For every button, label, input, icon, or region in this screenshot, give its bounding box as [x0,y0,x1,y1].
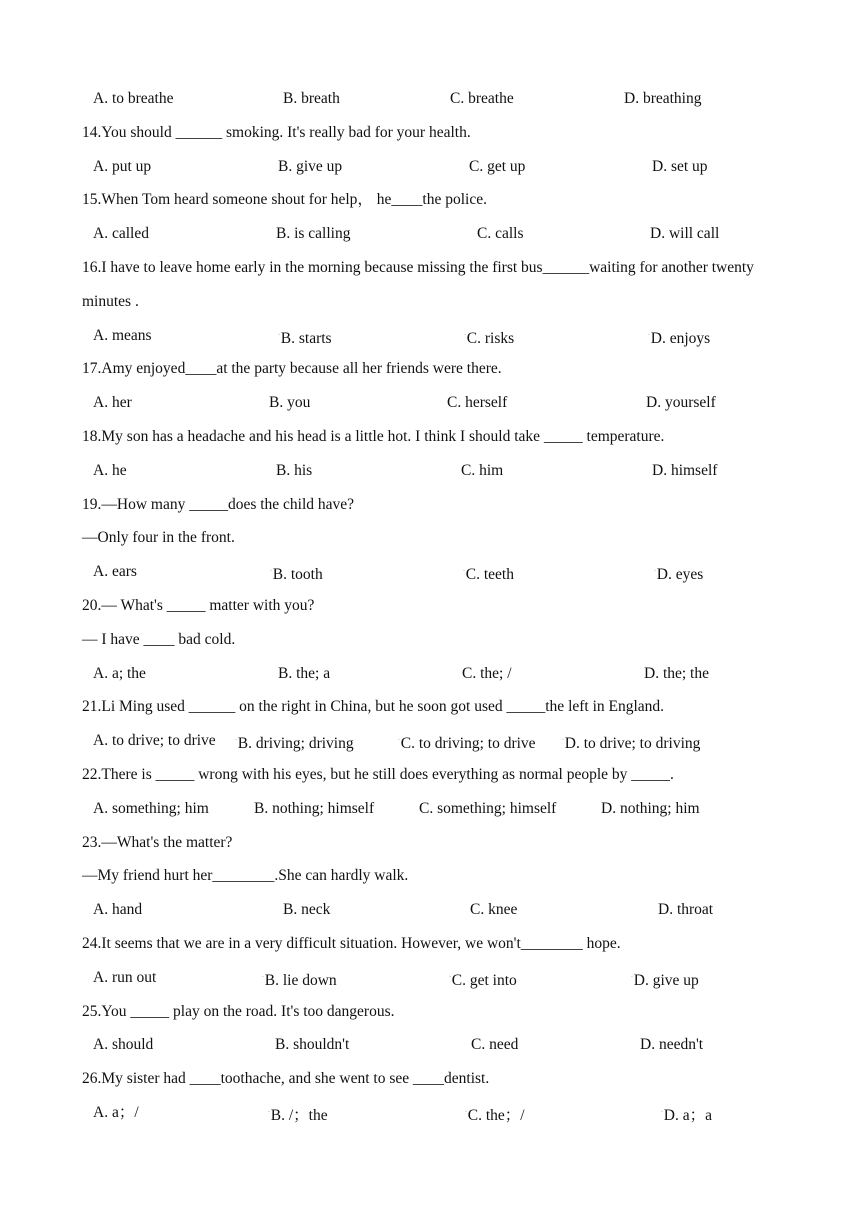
stray-mark-icon: ◦ [262,974,264,980]
option-c [465,1101,525,1128]
option-text: B. driving; driving [237,735,354,753]
option-b [278,155,342,179]
option-text: B. you [269,394,311,412]
option-a [93,155,151,179]
option-text: D. nothing; him [601,799,700,817]
question-line: 14.You should ______ smoking. It's really bad for your health. [82,123,471,141]
option-c [470,898,517,922]
option-c [464,324,514,351]
option-b [269,391,310,415]
option-a [93,729,216,753]
option-text: D. throat [658,901,714,919]
option-d [601,797,700,821]
option-a [93,966,156,990]
question-line: 15.When Tom heard someone shout for help， he____the police. [82,191,487,209]
stray-mark-icon: ◦ [661,1110,663,1115]
option-text: A. hand [93,901,143,919]
option-a [93,459,127,483]
option-a [93,1101,139,1125]
option-d [644,662,709,686]
option-b [270,560,323,587]
question-line: 20.— What's _____ matter with you? [82,597,315,614]
option-text: D. will call [650,225,720,243]
option-text: B. lie down [264,971,337,989]
option-text: B. starts [280,329,332,347]
option-a [93,87,173,111]
option-text: B. give up [278,157,343,175]
option-text: A. ears [93,563,137,581]
options-row [0,459,860,483]
options-row [0,87,860,111]
option-b [278,662,330,686]
option-a [93,898,142,922]
options-row [0,662,860,686]
option-c [477,222,524,246]
option-text: D. give up [633,971,699,989]
option-text: D. eyes [656,566,704,584]
stray-mark-icon: ◦ [463,569,465,575]
options-row [0,560,860,584]
stray-mark-icon: ◦ [270,569,272,575]
option-a [93,222,149,246]
options-row [0,898,860,922]
option-text: C. teeth [465,566,514,584]
option-text: D. the; the [644,664,709,682]
option-b [283,87,340,111]
option-b [278,324,332,351]
option-d [646,391,716,415]
question-line: —Only four in the front. [82,529,235,547]
option-text: B. shouldn't [275,1036,350,1054]
option-text: C. get up [469,157,526,175]
option-text: C. get into [451,971,517,989]
option-b [276,222,350,246]
option-text: C. him [461,461,504,479]
option-text: A. to drive; to drive [93,732,216,750]
question-line: 25.You _____ play on the road. It's too dangerous. [82,1002,395,1020]
option-text: B. /；the [270,1107,328,1124]
option-text: B. is calling [276,225,351,243]
option-text: D. yourself [646,394,716,412]
option-c [447,391,507,415]
option-text: A. to breathe [93,90,174,107]
option-text: D. needn't [640,1036,704,1054]
stray-mark-icon: ◦ [631,974,633,980]
options-row [0,797,860,821]
option-text: A. put up [93,157,152,175]
option-c [398,729,536,756]
options-row [0,324,860,348]
stray-mark-icon: ◦ [648,332,650,338]
option-a [93,662,146,686]
options-row [0,1033,860,1057]
option-text: B. his [276,461,313,479]
option-text: C. risks [466,329,515,347]
question-line: 16.I have to leave home early in the morning because missing the first bus______waiting for another twenty [82,259,754,276]
option-c [471,1033,518,1057]
option-text: B. nothing; himself [254,799,375,817]
option-text: D. enjoys [650,329,711,347]
option-text: B. neck [283,901,331,919]
options-row [0,966,860,990]
option-text: D. himself [652,461,718,479]
option-text: C. the; / [462,664,512,682]
option-c [462,662,512,686]
stray-mark-icon: ◦ [562,738,564,744]
option-d [652,459,717,483]
options-row [0,1101,860,1125]
option-b [235,729,354,756]
option-d [640,1033,703,1057]
option-b [276,459,312,483]
question-line: 19.—How many _____does the child have? [82,495,355,513]
option-text: C. need [471,1036,519,1054]
option-a [93,560,137,584]
option-a [93,324,152,348]
option-c [463,560,514,587]
option-text: A. a; the [93,664,146,682]
option-b [275,1033,349,1057]
option-text: D. set up [652,157,708,175]
option-text: D. a；a [663,1107,712,1124]
option-d [631,966,699,993]
question-line: minutes . [82,292,139,310]
options-row [0,729,860,753]
option-text: B. breath [283,90,340,107]
option-c [449,966,517,993]
options-row [0,155,860,179]
option-b [283,898,330,922]
option-a [93,1033,153,1057]
option-text: D. to drive; to driving [564,735,701,753]
question-line: 26.My sister had ____toothache, and she went to see ____dentist. [82,1070,490,1088]
option-d [652,155,708,179]
option-a [93,797,209,821]
question-line: 17.Amy enjoyed____at the party because all her friends were there. [82,360,502,378]
option-c [469,155,525,179]
option-text: C. the；/ [467,1107,525,1124]
option-text: C. to driving; to drive [400,735,536,753]
option-b [254,797,374,821]
option-d [562,729,700,756]
option-text: A. something; him [93,799,209,817]
option-a [93,391,132,415]
option-text: A. called [93,225,149,243]
option-text: A. a；/ [93,1104,139,1121]
option-text: C. breathe [450,90,514,107]
option-c [450,87,514,111]
option-b [262,966,337,993]
option-d [654,560,703,587]
option-d [661,1101,712,1128]
question-line: 18.My son has a headache and his head is a little hot. I think I should take _____ temperature. [82,428,665,445]
question-line: — I have ____ bad cold. [82,630,236,648]
option-text: A. should [93,1036,154,1054]
stray-mark-icon: ◦ [465,1110,467,1115]
option-b [268,1101,328,1128]
option-c [419,797,556,821]
option-text: C. something; himself [419,799,557,817]
question-line: —My friend hurt her________.She can hardly walk. [82,867,409,885]
stray-mark-icon: ◦ [268,1110,270,1115]
option-text: A. run out [93,968,157,986]
option-d [658,898,713,922]
stray-mark-icon: ◦ [449,974,451,980]
option-text: D. breathing [624,90,702,107]
option-text: A. her [93,394,132,412]
question-line: 21.Li Ming used ______ on the right in China, but he soon got used _____the left in England. [82,698,665,716]
option-text: A. means [93,326,152,344]
option-text: B. tooth [272,566,323,584]
option-text: A. he [93,461,127,479]
option-d [650,222,719,246]
question-line: 23.—What's the matter? [82,833,233,851]
option-text: C. knee [470,901,518,919]
option-text: C. calls [477,225,524,243]
option-text: B. the; a [278,664,331,682]
options-row [0,222,860,246]
option-text: C. herself [447,394,508,412]
stray-mark-icon: ◦ [398,738,400,744]
option-d [648,324,710,351]
stray-mark-icon: ◦ [654,569,656,575]
options-row [0,391,860,415]
question-line: 24.It seems that we are in a very difficult situation. However, we won't________ hope. [82,935,621,952]
stray-mark-icon: ◦ [235,738,237,744]
stray-mark-icon: ◦ [278,332,280,338]
question-line: 22.There is _____ wrong with his eyes, but he still does everything as normal people by _____. [82,766,674,783]
option-c [461,459,503,483]
stray-mark-icon: ◦ [464,332,466,338]
option-d [624,87,701,111]
